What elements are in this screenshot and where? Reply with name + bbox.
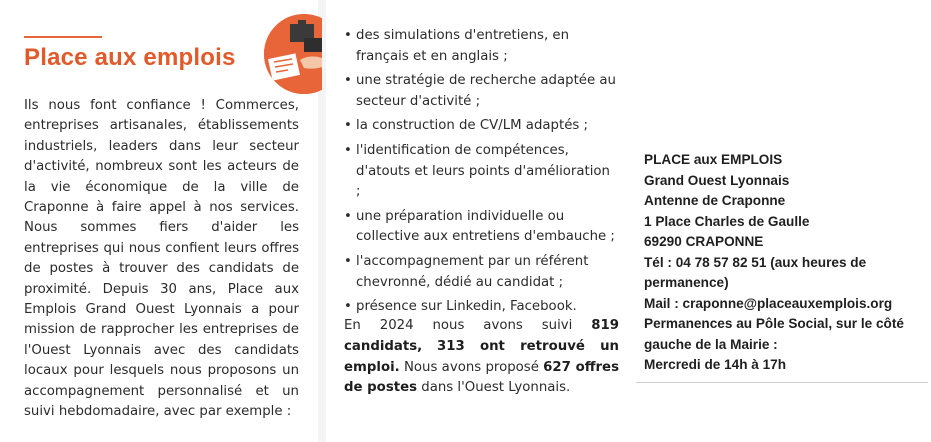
hours-note: Permanences au Pôle Social, sur le côté gauche de la Mairie : xyxy=(644,316,904,352)
list-item: • une préparation individuelle ou collective aux entretiens d'embauche ; xyxy=(344,208,615,245)
services-list xyxy=(344,26,618,322)
offers-count: 627 offres de postes xyxy=(344,359,619,396)
phone: Tél : 04 78 57 82 51 (aux heures de permanence) xyxy=(644,254,867,290)
street-address: 1 Place Charles de Gaulle xyxy=(644,213,810,229)
intro-paragraph: Ils nous font confiance ! Commerces, entreprises artisanales, établissements industriels, leaders dans leur secteur d'activité, nombreux sont les acteurs de la vie économique de la ville de Craponne à faire appel à nos services. Nous sommes fiers d'aider les entreprises qui nous confient leurs offres de postes à trouver des candidats de proximité. Depuis 30 ans, Place aux Emplois Grand Ouest Lyonnais a pour mission de rapprocher les entreprises de l'Ouest Lyonnais avec des candidats locaux pour lesquels nous proposons un accompagnement personnalisé et un suivi hebdomadaire, avec par exemple : xyxy=(24,98,299,420)
list-item: • des simulations d'entretiens, en français et en anglais ; xyxy=(344,28,570,64)
found-jobs-count: 313 ont retrouvé un emploi. xyxy=(344,338,620,375)
list-item: • l'identification de compétences, d'atouts et leurs points d'amélioration ; xyxy=(344,142,610,200)
page-title: Place aux emplois xyxy=(24,44,236,71)
bullet-icon: • xyxy=(344,208,352,224)
divider xyxy=(636,382,928,383)
list-item: • une stratégie de recherche adaptée au secteur d'activité ; xyxy=(344,73,616,109)
opening-hours: Mercredi de 14h à 17h xyxy=(644,357,787,372)
middle-column xyxy=(322,0,622,442)
accent-line xyxy=(24,36,102,38)
list-item: • la construction de CV/LM adaptés ; xyxy=(344,116,618,137)
summary-paragraph: En 2024 nous avons suivi 819 candidats, 313 ont retrouvé un emploi. Nous avons proposé 627 offres de postes dans l'Ouest Lyonnais. xyxy=(344,318,620,396)
org-name: PLACE aux EMPLOIS xyxy=(644,152,783,167)
bullet-icon: • xyxy=(344,253,352,269)
email: Mail : craponne@placeauxemplois.org xyxy=(644,295,893,311)
contact-block xyxy=(644,150,930,376)
bullet-icon: • xyxy=(344,73,352,89)
bullet-icon: • xyxy=(344,142,352,158)
bullet-icon: • xyxy=(344,118,352,134)
bullet-icon: • xyxy=(344,28,352,43)
left-column xyxy=(0,0,322,442)
city: 69290 CRAPONNE xyxy=(644,234,764,249)
candidates-count: 819 candidats, xyxy=(344,318,619,354)
branch-name: Antenne de Craponne xyxy=(644,193,786,208)
list-item: • présence sur Linkedin, Facebook. xyxy=(344,297,618,318)
org-region: Grand Ouest Lyonnais xyxy=(644,172,790,188)
bullet-icon: • xyxy=(344,299,352,315)
list-item: • l'accompagnement par un référent chevronné, dédié au candidat ; xyxy=(344,253,589,290)
middle-column-card xyxy=(326,0,622,442)
right-column xyxy=(622,0,931,442)
